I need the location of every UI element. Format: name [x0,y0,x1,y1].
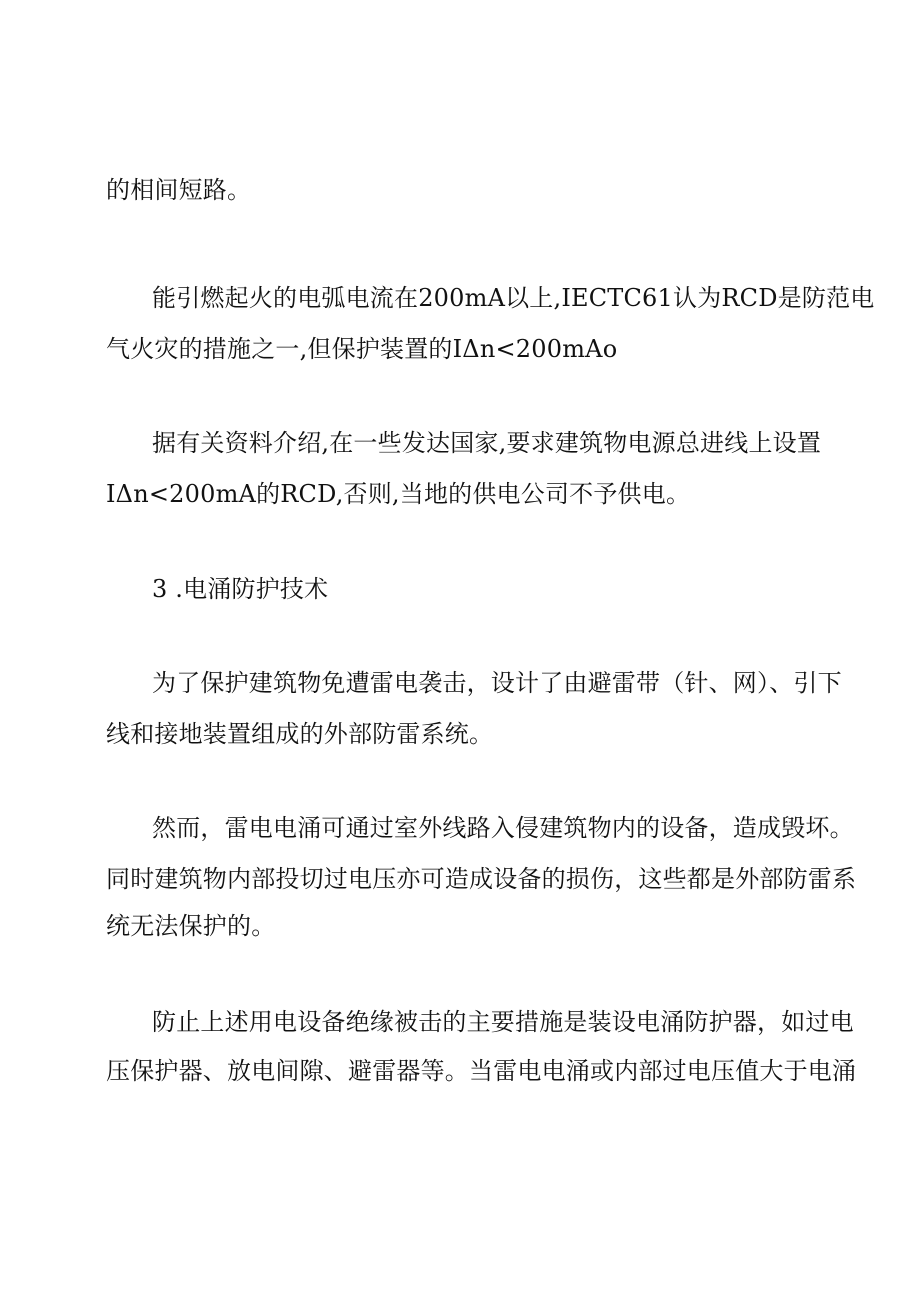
paragraph-6-line-3: 统无法保护的。 [106,912,276,940]
paragraph-5-line-1: 为了保护建筑物免遭雷电袭击，设计了由避雷带（针、网）、引下 [152,669,842,697]
paragraph-2-line-2: 气火灾的措施之一,但保护装置的IΔn<200mAo [106,335,618,363]
paragraph-1-line-1: 的相间短路。 [106,176,252,204]
paragraph-3-line-2: IΔn<200mA的RCD,否则,当地的供电公司不予供电。 [106,480,691,508]
paragraph-2-line-1: 能引燃起火的电弧电流在200mA以上,IECTC61认为RCD是防范电 [152,284,875,312]
paragraph-6-line-1: 然而，雷电电涌可通过室外线路入侵建筑物内的设备，造成毁坏。 [152,814,854,842]
paragraph-5-line-2: 线和接地装置组成的外部防雷系统。 [106,720,494,748]
section-heading: 3 .电涌防护技术 [152,575,329,603]
paragraph-7-line-2: 压保护器、放电间隙、避雷器等。当雷电电涌或内部过电压值大于电涌 [106,1057,857,1085]
paragraph-6-line-2: 同时建筑物内部投切过电压亦可造成设备的损伤，这些都是外部防雷系 [106,865,857,893]
paragraph-3-line-1: 据有关资料介绍,在一些发达国家,要求建筑物电源总进线上设置 [152,429,822,457]
paragraph-7-line-1: 防止上述用电设备绝缘被击的主要措施是装设电涌防护器，如过电 [152,1008,854,1036]
